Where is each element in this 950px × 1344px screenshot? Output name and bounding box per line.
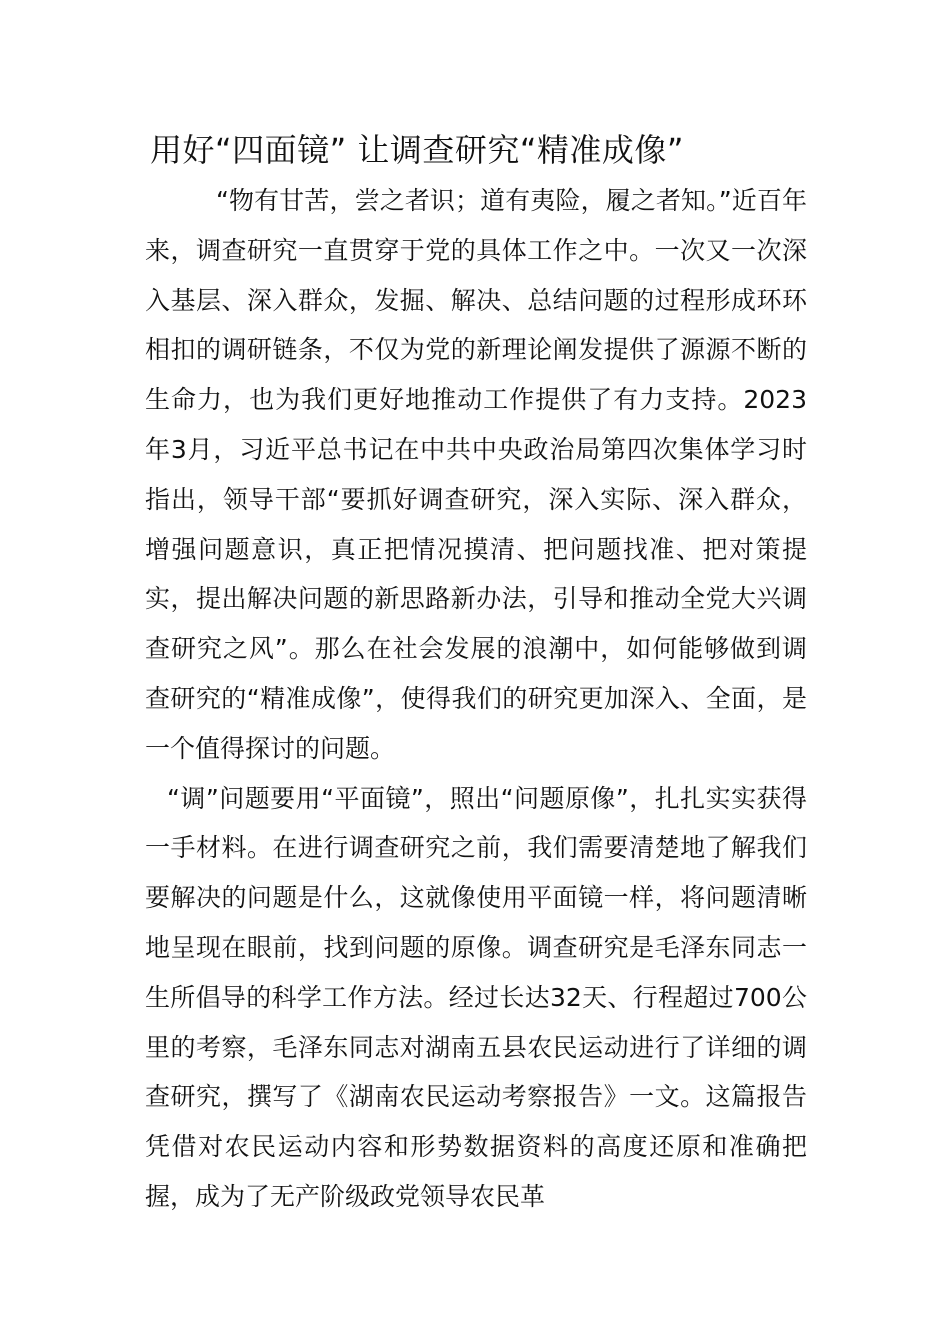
paragraph-plane-mirror: “调”问题要用“平面镜”，照出“问题原像”，扎扎实实获得一手材料。在进行调查研究之前，我们需要清楚地了解我们要解决的问题是什么，这就像使用平面镜一样，将问题清晰地呈现在眼前，找到问题的原像。调查研究是毛泽东同志一生所倡导的科学工作方法。经过长达32天、行程超过700公里的考察，毛泽东同志对湖南五县农民运动进行了详细的调查研究，撰写了《湖南农民运动考察报告》一文。这篇报告凭借对农民运动内容和形势数据资料的高度还原和准确把握，成为了无产阶级政党领导农民革 <box>145 783 807 1211</box>
paragraph-intro: “物有甘苦，尝之者识；道有夷险，履之者知。”近百年来，调查研究一直贯穿于党的具体工作之中。一次又一次深入基层、深入群众，发掘、解决、总结问题的过程形成环环相扣的调研链条，不仅为党的新理论阐发提供了源源不断的生命力，也为我们更好地推动工作提供了有力支持。2023年3月，习近平总书记在中共中央政治局第四次集体学习时指出，领导干部“要抓好调查研究，深入实际、深入群众，增强问题意识，真正把情况摸清、把问题找准、把对策提实，提出解决问题的新思路新办法，引导和推动全党大兴调查研究之风”。那么在社会发展的浪潮中，如何能够做到调查研究的“精准成像”，使得我们的研究更加深入、全面，是一个值得探讨的问题。 <box>145 186 807 763</box>
document-title: 用好“四面镜” 让调查研究“精准成像” <box>150 131 684 169</box>
document-body <box>145 176 807 1222</box>
